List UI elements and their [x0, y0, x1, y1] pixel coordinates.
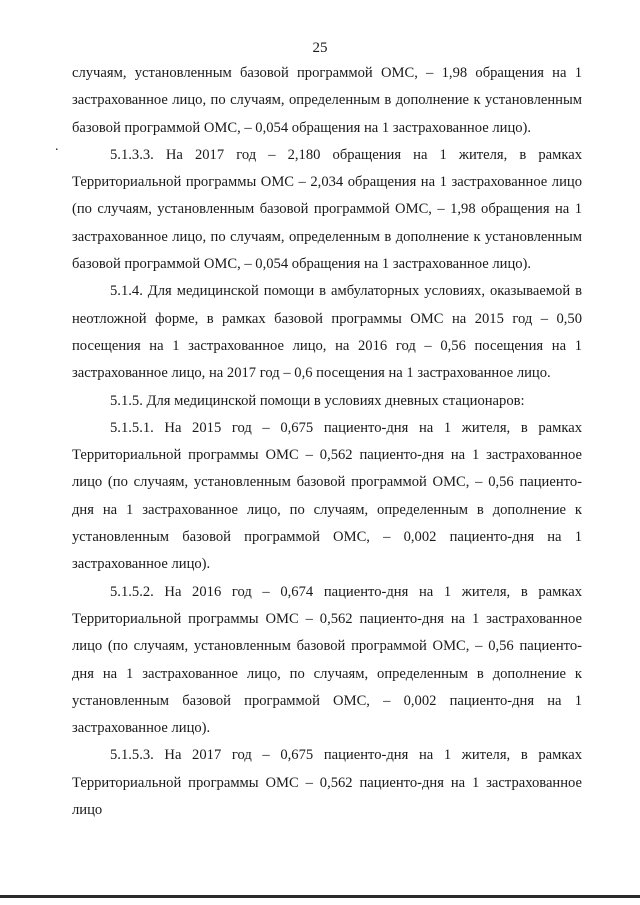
document-body: [72, 60, 582, 824]
paragraph-continuation: случаям, установленным базовой программой ОМС, – 1,98 обращения на 1 застрахованное лицо, по случаям, определенным в дополнение к установленным базовой программой ОМС, – 0,054 обращения на 1 застрахованное лицо).: [72, 65, 582, 136]
margin-mark: .: [55, 139, 59, 154]
page-number: 25: [312, 40, 328, 56]
paragraph-5-1-5-2: 5.1.5.2. На 2016 год – 0,674 пациенто-дня на 1 жителя, в рамках Территориальной программы ОМС – 0,562 пациенто-дня на 1 застрахованное лицо (по случаям, установленным базовой программой ОМС, – 0,56 пациенто-дня на 1 застрахованное лицо, по случаям, определенным в дополнение к установленным базовой программой ОМС, – 0,002 пациенто-дня на 1 застрахованное лицо).: [72, 583, 582, 737]
bottom-edge-line: [0, 895, 640, 898]
paragraph-5-1-5-3: 5.1.5.3. На 2017 год – 0,675 пациенто-дня на 1 жителя, в рамках Территориальной программы ОМС – 0,562 пациенто-дня на 1 застрахованное лицо: [72, 747, 582, 819]
paragraph-5-1-5: 5.1.5. Для медицинской помощи в условиях дневных стационаров:: [110, 392, 525, 409]
paragraph-5-1-5-1: 5.1.5.1. На 2015 год – 0,675 пациенто-дня на 1 жителя, в рамках Территориальной программы ОМС – 0,562 пациенто-дня на 1 застрахованное лицо (по случаям, установленным базовой программой ОМС, – 0,56 пациенто-дня на 1 застрахованное лицо, по случаям, определенным в дополнение к установленным базовой программой ОМС, – 0,002 пациенто-дня на 1 застрахованное лицо).: [72, 419, 582, 573]
paragraph-5-1-4: 5.1.4. Для медицинской помощи в амбулаторных условиях, оказываемой в неотложной форме, в рамках базовой программы ОМС на 2015 год – 0,50 посещения на 1 застрахованное лицо, на 2016 год – 0,56 посещения на 1 застрахованное лицо, на 2017 год – 0,6 посещения на 1 застрахованное лицо.: [72, 283, 582, 382]
paragraph-5-1-3-3: 5.1.3.3. На 2017 год – 2,180 обращения на 1 жителя, в рамках Территориальной программы ОМС – 2,034 обращения на 1 застрахованное лицо (по случаям, установленным базовой программой ОМС, – 1,98 обращения на 1 застрахованное лицо, по случаям, определенным в дополнение к установленным базовой программой ОМС, – 0,054 обращения на 1 застрахованное лицо).: [72, 146, 582, 273]
